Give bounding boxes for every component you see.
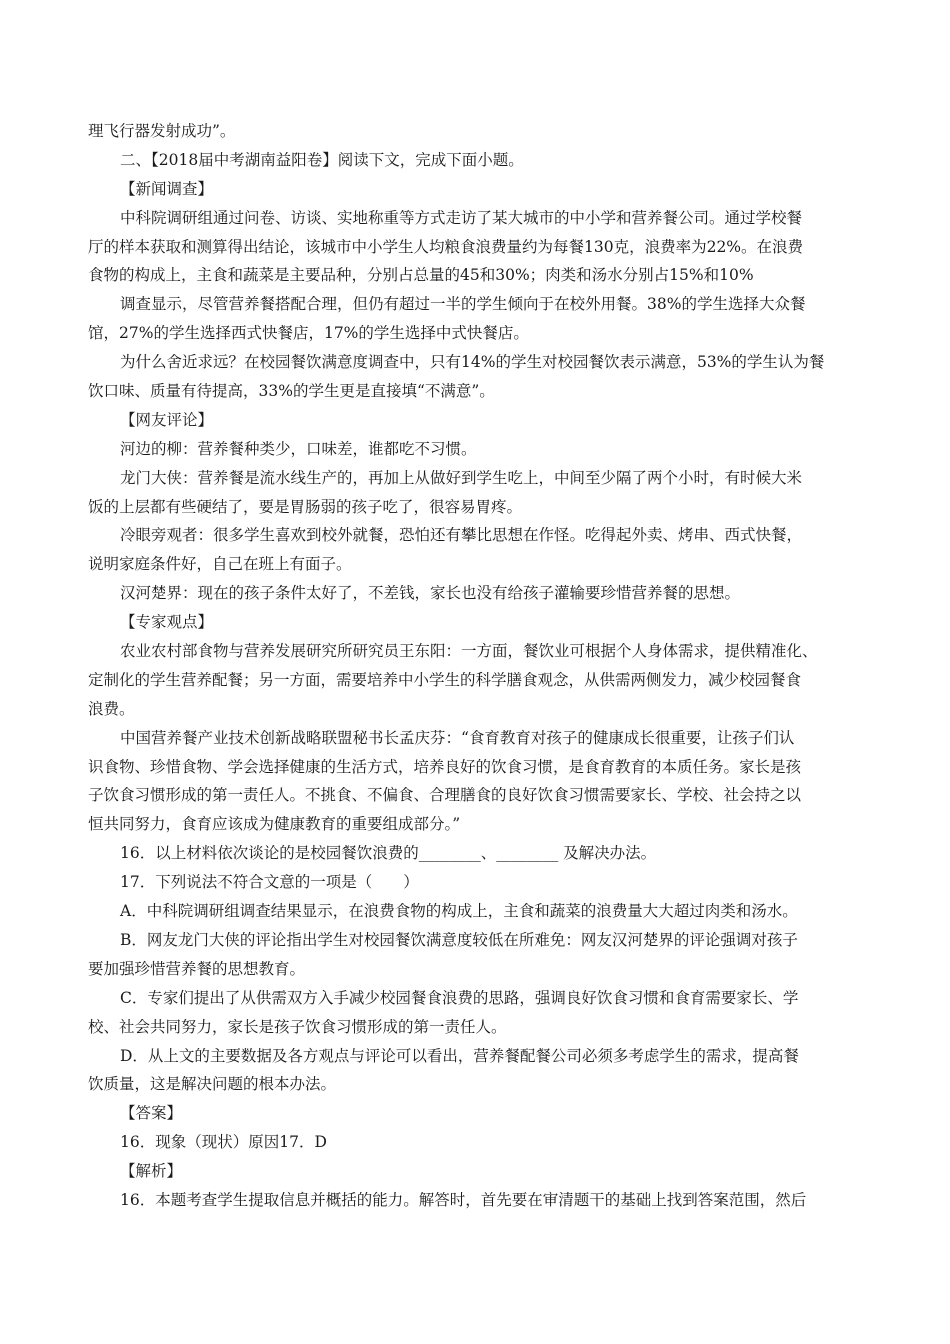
question-17: 17．下列说法不符合文意的一项是（ ） [120,873,419,892]
option-b-cont: 要加强珍惜营养餐的思想教育。 [88,959,306,978]
paragraph-line: 中科院调研组通过问卷、访谈、实地称重等方式走访了某大城市的中小学和营养餐公司。通过学校餐 [120,208,803,227]
section-heading-netizen-comments: 【网友评论】 [120,410,214,429]
paragraph-line: 子饮食习惯形成的第一责任人。不挑食、不偏食、合理膳食的良好饮食习惯需要家长、学校、社会持之以 [88,786,802,805]
analysis-heading: 【解析】 [120,1162,183,1181]
paragraph-line: 中国营养餐产业技术创新战略联盟秘书长孟庆芬：“食育教育对孩子的健康成长很重要，让孩子们认 [120,728,795,747]
option-d: D．从上文的主要数据及各方观点与评论可以看出，营养餐配餐公司必须多考虑学生的需求，提高餐 [120,1046,799,1065]
paragraph-line: 馆，27%的学生选择西式快餐店，17%的学生选择中式快餐店。 [88,324,529,343]
text-line-1: 理飞行器发射成功”。 [88,122,236,140]
comment-line: 冷眼旁观者：很多学生喜欢到校外就餐，恐怕还有攀比思想在作怪。吃得起外卖、烤串、西式快餐， [120,526,803,545]
paragraph-line: 厅的样本获取和测算得出结论，该城市中小学生人均粮食浪费量约为每餐130克，浪费率为22%。在浪费 [88,237,804,256]
answer-text: 16．现象（现状）原因17．D [120,1133,327,1152]
paragraph-line: 定制化的学生营养配餐；另一方面，需要培养中小学生的科学膳食观念，从供需两侧发力，减少校园餐食 [88,670,802,689]
option-d-cont: 饮质量，这是解决问题的根本办法。 [88,1075,337,1094]
option-a: A．中科院调研组调查结果显示，在浪费食物的构成上，主食和蔬菜的浪费量大大超过肉类和汤水。 [120,902,798,921]
paragraph-line: 为什么舍近求远？在校园餐饮满意度调查中，只有14%的学生对校园餐饮表示满意，53%的学生认为餐 [120,353,825,372]
paragraph-line: 浪费。 [88,699,135,718]
comment-line: 汉河楚界：现在的孩子条件太好了，不差钱，家长也没有给孩子灌输要珍惜营养餐的思想。 [120,584,741,603]
option-b: B．网友龙门大侠的评论指出学生对校园餐饮满意度较低在所难免：网友汉河楚界的评论强调对孩子 [120,930,798,949]
paragraph-line: 饮口味、质量有待提高，33%的学生更是直接填“不满意”。 [88,382,495,401]
comment-line: 饭的上层都有些硬结了，要是胃肠弱的孩子吃了，很容易胃疼。 [88,497,523,516]
comment-line: 说明家庭条件好，自己在班上有面子。 [88,555,352,574]
paragraph-line: 调查显示，尽管营养餐搭配合理，但仍有超过一半的学生倾向于在校外用餐。38%的学生选择大众餐 [120,295,806,314]
comment-line: 河边的柳：营养餐种类少，口味差，谁都吃不习惯。 [120,439,477,458]
question-16: 16．以上材料依次谈论的是校园餐饮浪费的________、________ 及解决办法。 [120,844,657,863]
question-section-heading: 二、【2018届中考湖南益阳卷】阅读下文，完成下面小题。 [120,150,524,169]
document-page [88,117,866,1215]
paragraph-line: 恒共同努力，食育应该成为健康教育的重要组成部分。” [88,815,461,834]
section-heading-news-survey: 【新闻调查】 [120,179,214,198]
paragraph-line: 食物的构成上，主食和蔬菜是主要品种，分别占总量的45和30%；肉类和汤水分别占15%和10% [88,266,754,285]
analysis-text: 16．本题考查学生提取信息并概括的能力。解答时，首先要在审清题干的基础上找到答案范围，然后 [120,1190,807,1209]
option-c-cont: 校、社会共同努力，家长是孩子饮食习惯形成的第一责任人。 [88,1017,507,1036]
answer-heading: 【答案】 [120,1104,183,1123]
comment-line: 龙门大侠：营养餐是流水线生产的，再加上从做好到学生吃上，中间至少隔了两个小时，有时候大米 [120,468,803,487]
paragraph-line: 农业农村部食物与营养发展研究所研究员王东阳：一方面，餐饮业可根据个人身体需求，提供精准化、 [120,642,818,661]
paragraph-line: 识食物、珍惜食物、学会选择健康的生活方式，培养良好的饮食习惯，是食育教育的本质任务。家长是孩 [88,757,802,776]
option-c: C．专家们提出了从供需双方入手减少校园餐食浪费的思路，强调良好饮食习惯和食育需要家长、学 [120,988,799,1007]
section-heading-expert-views: 【专家观点】 [120,613,214,632]
